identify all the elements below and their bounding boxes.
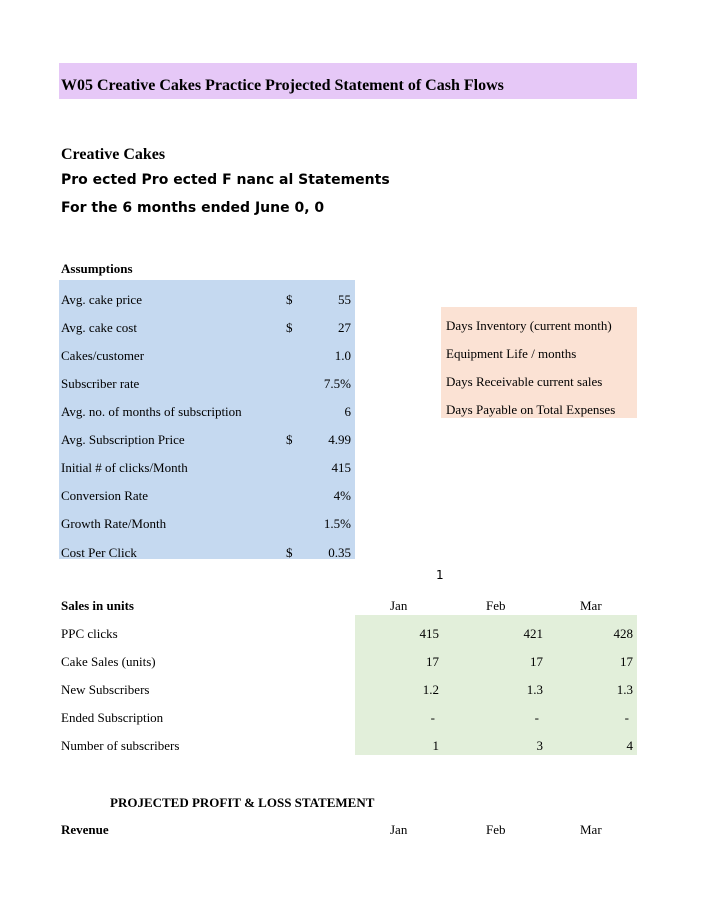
- assumption-label: Avg. cake cost: [61, 320, 137, 335]
- cell-value: 415: [419, 626, 439, 641]
- assumption-row: [59, 311, 355, 339]
- assumption-value: 4%: [333, 488, 351, 503]
- assumption-value: 7.5%: [323, 376, 351, 391]
- assumption-label: Conversion Rate: [61, 488, 149, 503]
- table-row: [59, 617, 637, 645]
- month-header: Mar: [580, 822, 602, 837]
- cell-value: 3: [536, 738, 543, 753]
- assumption-row: [59, 339, 355, 367]
- assumption-value: 1.0: [334, 348, 351, 363]
- assumption-label: Growth Rate/Month: [61, 516, 167, 531]
- assumption-value: 4.99: [328, 432, 351, 447]
- cell-value: 428: [613, 626, 633, 641]
- assumption-label: Avg. Subscription Price: [61, 432, 185, 447]
- assumption-label: Cost Per Click: [61, 545, 137, 560]
- ratio-label: Days Payable on Total Expenses: [446, 402, 616, 417]
- cell-value: -: [534, 710, 539, 725]
- table-row: [59, 673, 637, 701]
- cell-value: 421: [523, 626, 543, 641]
- assumption-value: 55: [338, 292, 351, 307]
- assumption-value: 1.5%: [323, 516, 351, 531]
- currency-symbol: $: [286, 432, 293, 447]
- assumption-row: [59, 367, 355, 395]
- row-label: New Subscribers: [61, 682, 150, 697]
- page-number: 1: [436, 568, 444, 582]
- assumption-label: Avg. no. of months of subscription: [61, 404, 242, 419]
- ratio-label: Days Receivable current sales: [446, 374, 603, 389]
- sales-header: Sales in units: [61, 598, 134, 613]
- cell-value: 17: [426, 654, 439, 669]
- month-header: Feb: [486, 598, 506, 613]
- ratio-label: Days Inventory (current month): [446, 318, 612, 333]
- month-header: Mar: [580, 598, 602, 613]
- cell-value: 17: [620, 654, 633, 669]
- month-header: Feb: [486, 822, 506, 837]
- month-header: Jan: [390, 822, 408, 837]
- document-title: W05 Creative Cakes Practice Projected Statement of Cash Flows: [61, 77, 504, 94]
- month-header: Jan: [390, 598, 408, 613]
- row-label: Ended Subscription: [61, 710, 164, 725]
- cell-value: -: [430, 710, 435, 725]
- assumption-row: [59, 423, 355, 451]
- assumptions-header: Assumptions: [61, 261, 133, 276]
- currency-symbol: $: [286, 545, 293, 560]
- row-label: PPC clicks: [61, 626, 118, 641]
- ratio-label: Equipment Life / months: [446, 346, 577, 361]
- assumption-label: Initial # of clicks/Month: [61, 460, 188, 475]
- assumption-row: [59, 283, 355, 311]
- cell-value: 17: [530, 654, 543, 669]
- cell-value: 1: [432, 738, 439, 753]
- cell-value: 1.3: [526, 682, 543, 697]
- assumption-value: 0.35: [328, 545, 351, 560]
- table-row: [59, 701, 637, 729]
- assumption-row: [59, 536, 355, 564]
- cell-value: -: [624, 710, 629, 725]
- row-label: Number of subscribers: [61, 738, 180, 753]
- cell-value: 1.2: [422, 682, 439, 697]
- assumption-row: [59, 395, 355, 423]
- assumption-label: Avg. cake price: [61, 292, 142, 307]
- assumption-row: [59, 451, 355, 479]
- table-row: [59, 729, 637, 757]
- assumption-label: Subscriber rate: [61, 376, 140, 391]
- assumption-value: 415: [331, 460, 351, 475]
- pl-header: PROJECTED PROFIT & LOSS STATEMENT: [110, 795, 375, 810]
- cell-value: 1.3: [616, 682, 633, 697]
- assumption-value: 27: [338, 320, 351, 335]
- cell-value: 4: [626, 738, 633, 753]
- period-subtitle: For the 6 months ended June 0, 0: [61, 200, 325, 216]
- assumption-row: [59, 507, 355, 535]
- assumption-label: Cakes/customer: [61, 348, 145, 363]
- revenue-label: Revenue: [61, 822, 109, 837]
- statement-subtitle: Pro ected Pro ected F nanc al Statements: [61, 172, 390, 188]
- table-row: [59, 645, 637, 673]
- currency-symbol: $: [286, 320, 293, 335]
- row-label: Cake Sales (units): [61, 654, 156, 669]
- currency-symbol: $: [286, 292, 293, 307]
- company-name: Creative Cakes: [61, 146, 166, 163]
- assumption-value: 6: [344, 404, 351, 419]
- assumption-row: [59, 479, 355, 507]
